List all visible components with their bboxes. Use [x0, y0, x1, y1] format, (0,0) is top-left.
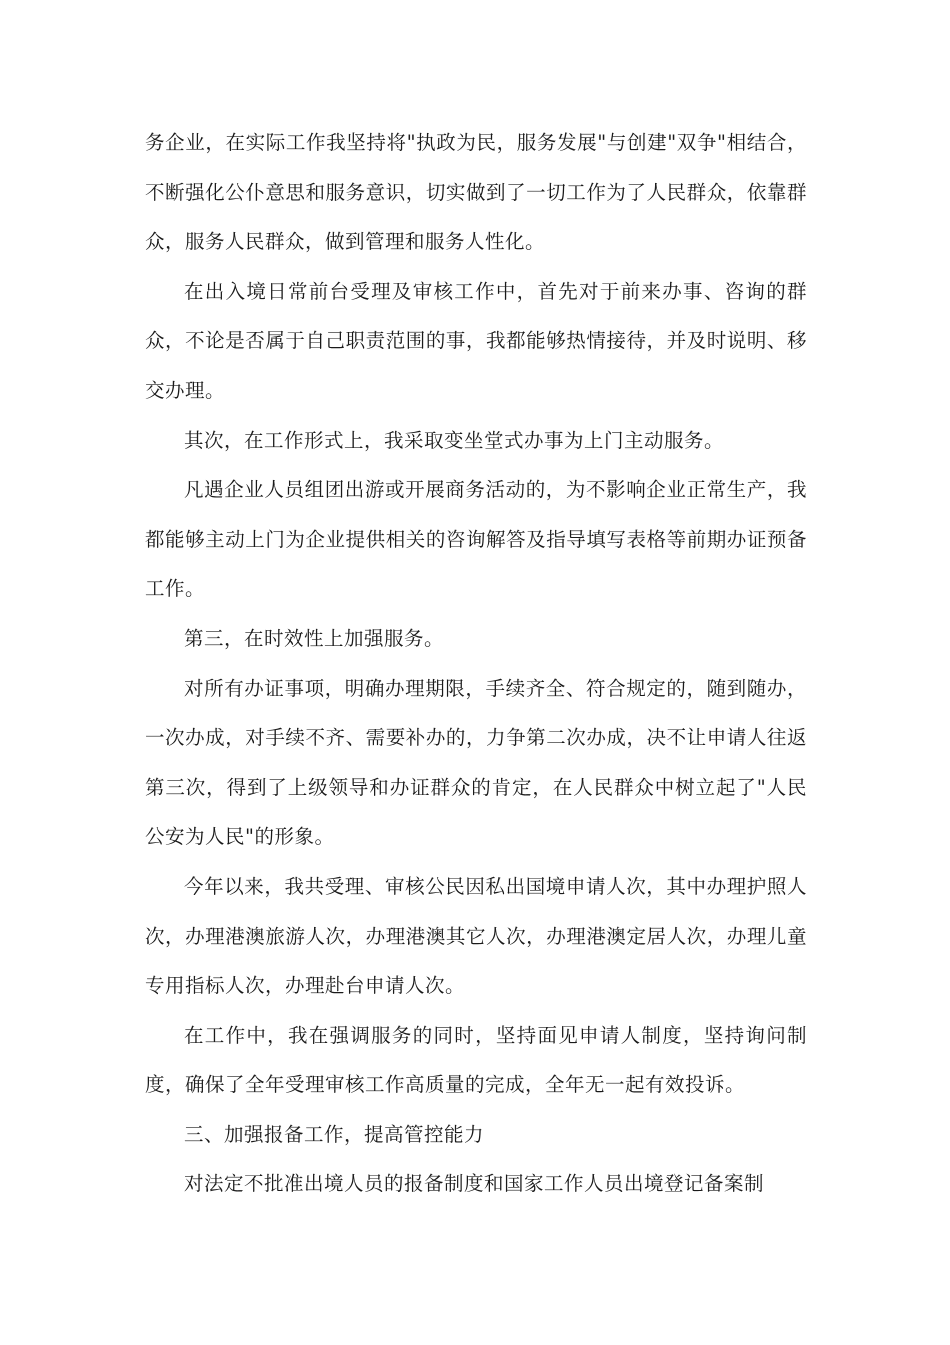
- section-heading: 三、加强报备工作，提高管控能力: [184, 1122, 485, 1146]
- paragraph-10: 对法定不批准出境人员的报备制度和国家工作人员出境登记备案制: [184, 1172, 765, 1196]
- paragraph-2: 在出入境日常前台受理及审核工作中，首先对于前来办事、咨询的群众，不论是否属于自己职责范围的事，我都能够热情接待，并及时说明、移交办理。: [145, 279, 807, 402]
- paragraph-5: 第三，在时效性上加强服务。: [184, 626, 445, 650]
- paragraph-6: 对所有办证事项，明确办理期限，手续齐全、符合规定的，随到随办，一次办成，对手续不齐、需要补办的，力争第二次办成，决不让申请人往返第三次，得到了上级领导和办证群众的肯定，在人民群众中树立起了"人民公安为人民"的形象。: [145, 676, 807, 849]
- paragraph-4: 凡遇企业人员组团出游或开展商务活动的，为不影响企业正常生产，我都能够主动上门为企业提供相关的咨询解答及指导填写表格等前期办证预备工作。: [145, 478, 807, 601]
- paragraph-8: 在工作中，我在强调服务的同时，坚持面见申请人制度，坚持询问制度，确保了全年受理审核工作高质量的完成，全年无一起有效投诉。: [145, 1023, 807, 1097]
- paragraph-1: 务企业，在实际工作我坚持将"执政为民，服务发展"与创建"双争"相结合，不断强化公仆意思和服务意识，切实做到了一切工作为了人民群众，依靠群众，服务人民群众，做到管理和服务人性化。: [145, 131, 807, 254]
- document-body: [145, 118, 807, 1209]
- paragraph-3: 其次，在工作形式上，我采取变坐堂式办事为上门主动服务。: [184, 428, 725, 452]
- paragraph-7: 今年以来，我共受理、审核公民因私出国境申请人次，其中办理护照人次，办理港澳旅游人次，办理港澳其它人次，办理港澳定居人次，办理儿童专用指标人次，办理赴台申请人次。: [145, 874, 807, 998]
